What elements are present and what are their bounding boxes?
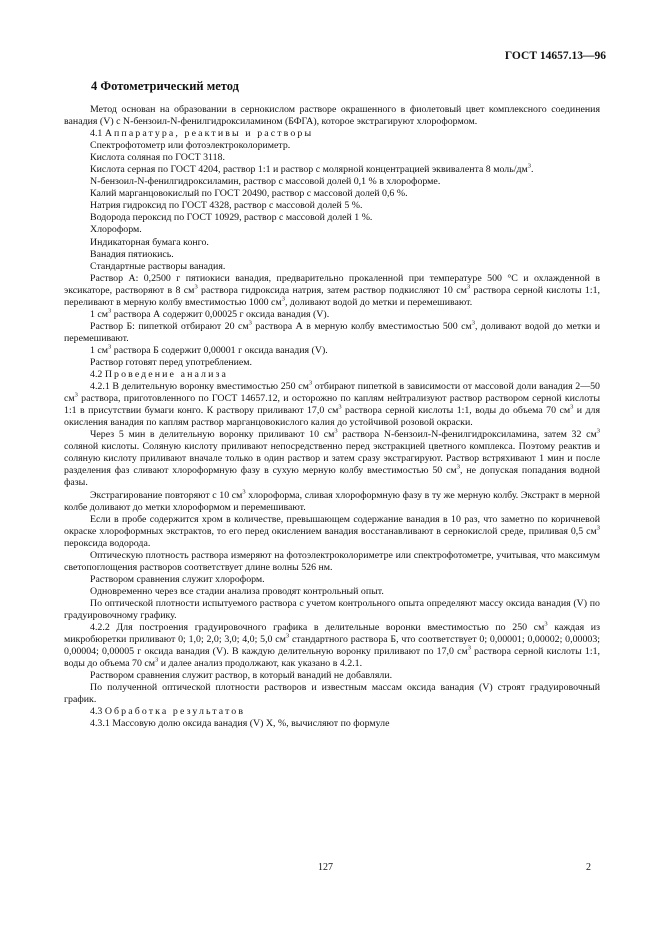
paragraph: По оптической плотности испытуемого раствора с учетом контрольного опыта определяют массу оксида ванадия (V) по градуировочному графику.	[64, 597, 600, 621]
paragraph: 4.2.2 Для построения градуировочного графика в делительные воронки вместимостью по 250 $см^3$ каждая из микробюретки приливают 0; 1,0; 2,0; 3,0; 4,0; 5,0 $см^3$ стандартного раствора Б, что соответствует 0; 0,00001; 0,00002; 0,00003; 0,00004; 0,00005 г оксида ванадия (V). В каждую делительную воронку приливают по 17,0 $см^3$ раствора серной кислоты 1:1, воды до объема 70 $см^3$ и далее анализ продолжают, как указано в 4.2.1.	[64, 620, 600, 670]
paragraph: Одновременно через все стадии анализа проводят контрольный опыт.	[90, 585, 384, 597]
paragraph: 1 $см^3$ раствора А содержит 0,00025 г оксида ванадия (V).	[90, 307, 330, 320]
paragraph: Оптическую плотность раствора измеряют на фотоэлектроколориметре или спектрофотометре, учитывая, что максимум светопоглощения растворов соответствует длине волны 526 нм.	[64, 549, 600, 573]
paragraph: 4.3.1 Массовую долю оксида ванадия (V) X, %, вычисляют по формуле	[90, 718, 390, 730]
paragraph: Калий марганцовокислый по ГОСТ 20490, раствор с массовой долей 0,6 %.	[90, 188, 408, 200]
section-title: 4 Фотометрический метод	[91, 79, 239, 93]
document-body	[64, 98, 600, 730]
subsection-heading: 4.1 Аппаратура, реактивы и растворы	[90, 128, 314, 140]
paragraph: Хлороформ.	[90, 224, 142, 236]
paragraph: Раствор А: 0,2500 г пятиокиси ванадия, предварительно прокаленной при температуре 500 °С и охлажденной в эксикаторе, растворяют в 8 $см^3$ раствора гидроксида натрия, затем раствор подкисляют 10 $см^3$ раствора серной кислоты 1:1, переливают в мерную колбу вместимостью 1000 $см^3$, доливают водой до метки и перемешивают.	[64, 272, 600, 308]
paragraph: Раствором сравнения служит раствор, в который ванадий не добавляли.	[90, 670, 393, 682]
paragraph: Индикаторная бумага конго.	[90, 236, 209, 248]
standard-header: ГОСТ 14657.13—96	[504, 50, 606, 62]
subsection-heading: 4.2 Проведение анализа	[90, 369, 228, 381]
page-number: 127	[318, 862, 333, 873]
paragraph: 4.2.1 В делительную воронку вместимостью 250 $см^3$ отбирают пипеткой в зависимости от массовой доли ванадия 2—50 $см^3$ раствора, приготовленного по ГОСТ 14657.12, и осторожно по каплям нейтрализуют раствор раствором серной кислоты 1:1 в присутствии бумаги конго. К раствору приливают 17,0 $см^3$ раствора серной кислоты 1:1, воды до объема 70 $см^3$ и для окисления ванадия по каплям раствор марганцовокислого калия до устойчивой розовой окраски.	[64, 379, 601, 429]
paragraph: Раствор Б: пипеткой отбирают 20 $см^3$ раствора А в мерную колбу вместимостью 500 $см^3$, доливают водой до метки и перемешивают.	[64, 319, 600, 344]
paragraph: Раствор готовят перед употреблением.	[90, 356, 253, 368]
issue-number: 2	[586, 862, 591, 873]
paragraph: Ванадия пятиокись.	[90, 248, 174, 260]
paragraph: Кислота соляная по ГОСТ 3118.	[90, 152, 225, 164]
paragraph: Натрия гидроксид по ГОСТ 4328, раствор с массовой долей 5 %.	[90, 200, 363, 212]
paragraph: Экстрагирование повторяют с 10 $см^3$ хлороформа, сливая хлороформную фазу в ту же мерную колбу. Экстракт в мерной колбе доливают до метки хлороформом и перемешивают.	[64, 488, 600, 513]
paragraph: Если в пробе содержится хром в количестве, превышающем содержание ванадия в 10 раз, что заметно по коричневой окраске хлороформных экстрактов, то его перед окислением ванадия восстанавливают в сернокислой среде, приливая 0,5 $см^3$ пероксида водорода.	[64, 513, 600, 549]
paragraph: Раствором сравнения служит хлороформ.	[90, 573, 265, 585]
paragraph: Кислота серная по ГОСТ 4204, раствор 1:1 и раствор с молярной концентрацией эквивалента 8 моль/$дм^3$.	[90, 162, 534, 176]
paragraph: По полученной оптической плотности растворов и известным массам оксида ванадия (V) строят градуировочный график.	[64, 682, 600, 706]
subsection-heading: 4.3 Обработка результатов	[90, 706, 246, 718]
paragraph: N-бензоил-N-фенилгидроксиламин, раствор с массовой долей 0,1 % в хлороформе.	[90, 176, 441, 188]
paragraph: Через 5 мин в делительную воронку приливают 10 $см^3$ раствора N-бензоил-N-фенилгидроксиламина, затем 32 $см^3$ соляной кислоты. Соляную кислоту приливают непосредственно перед экстракцией цветного комплекса. Поэтому реактив и соляную кислоту приливают вначале только в один раствор и затем сразу экстрагируют. Раствор встряхивают 1 мин и после разделения фаз сливают хлороформную фазу в сухую мерную колбу вместимостью 50 $см^3$, не допуская попадания водной фазы.	[64, 427, 601, 489]
paragraph: Водорода пероксид по ГОСТ 10929, раствор с массовой долей 1 %.	[90, 212, 373, 224]
paragraph: Метод основан на образовании в сернокислом растворе окрашенного в фиолетовый цвет комплексного соединения ванадия (V) с N-бензоил-N-фенилгидроксиламином (БФГА), которое экстрагируют хлороформом.	[64, 104, 600, 128]
paragraph: Спектрофотометр или фотоэлектроколориметр.	[90, 140, 291, 152]
paragraph: Стандартные растворы ванадия.	[90, 260, 226, 272]
paragraph: 1 $см^3$ раствора Б содержит 0,00001 г оксида ванадия (V).	[90, 343, 328, 356]
